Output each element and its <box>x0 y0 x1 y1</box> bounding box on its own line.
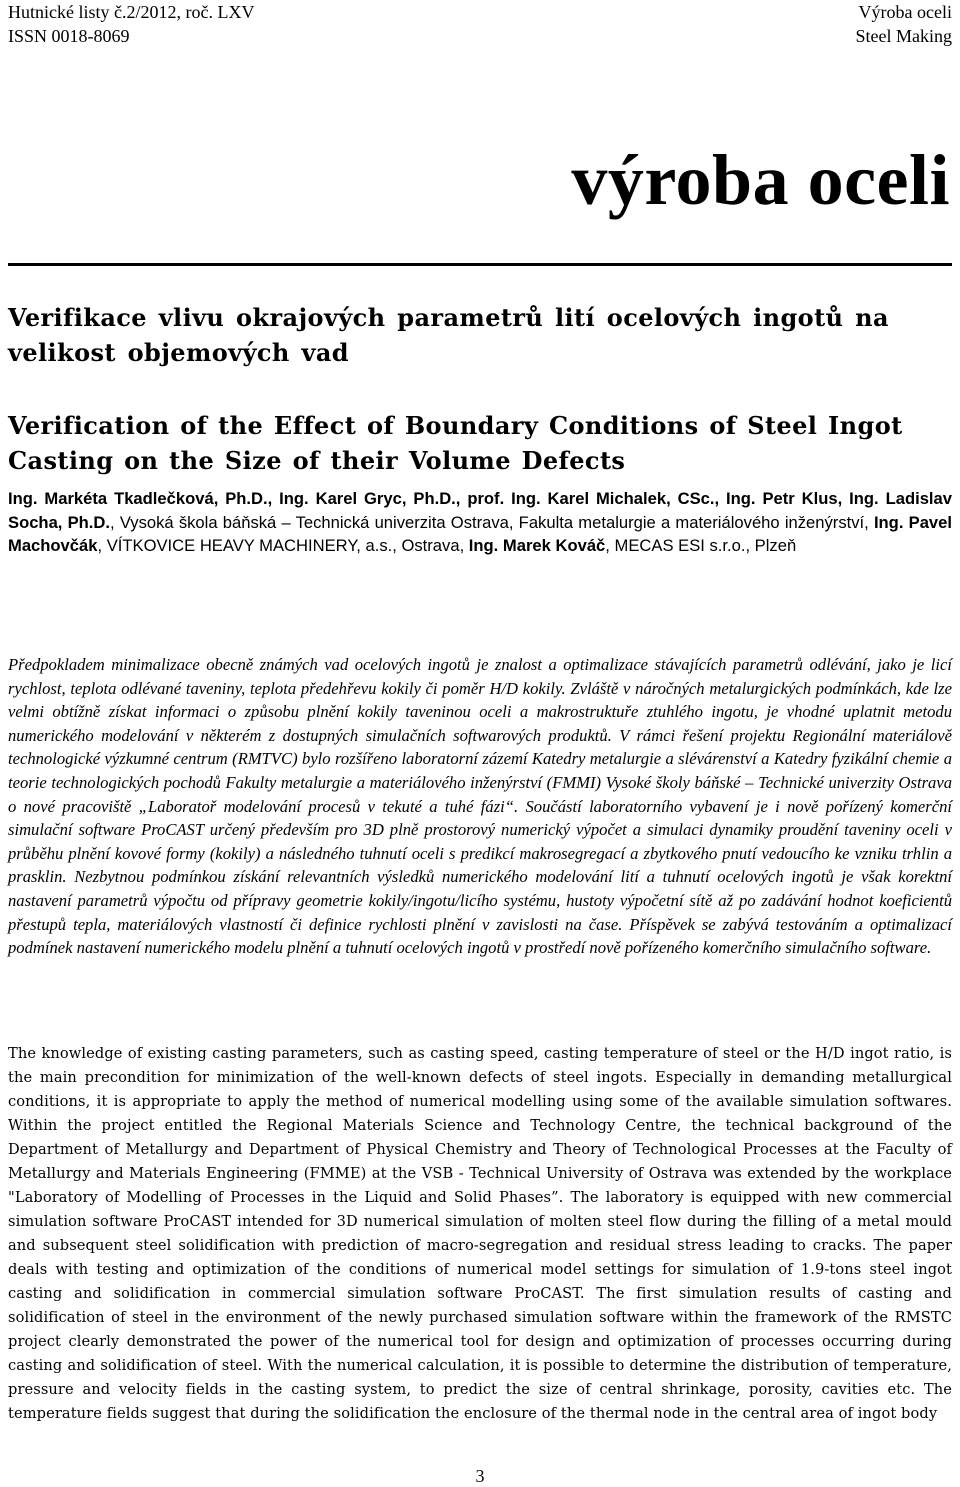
section-divider <box>8 263 952 266</box>
author-name: Ing. Marek Kováč <box>468 536 606 555</box>
section-header <box>856 0 953 48</box>
journal-name: Hutnické listy č.2/2012, roč. LXV <box>8 2 255 22</box>
issn-number: ISSN 0018-8069 <box>8 26 130 46</box>
article-title-en: Verification of the Effect of Boundary Conditions of Steel Ingot Casting on the Size of their Volume Defects <box>8 411 903 475</box>
section-name-cz: Výroba oceli <box>858 2 952 22</box>
section-name-en: Steel Making <box>855 26 952 46</box>
author-affiliation: , Vysoká škola báňská – Technická univerzita Ostrava, Fakulta metalurgie a materiálového inženýrství, <box>110 512 874 532</box>
section-title: výroba oceli <box>571 140 950 220</box>
page-number: 3 <box>475 1466 485 1486</box>
author-affiliation: , MECAS ESI s.r.o., Plzeň <box>605 536 797 555</box>
authors-block <box>8 487 952 558</box>
author-name: Ing. Pavel Machovčák <box>8 512 952 555</box>
article-title-cz: Verifikace vlivu okrajových parametrů lití ocelových ingotů na velikost objemových vad <box>8 303 889 367</box>
abstract-cz: Předpokladem minimalizace obecně známých vad ocelových ingotů je znalost a optimalizace stávajících parametrů odlévání, jako je licí rychlost, teplota odlévané taveniny, teplota předehřevu kokily či poměr H/D kokily. Zvláště v náročných metalurgických podmínkách, kde lze velmi obtížně získat informaci o způsobu plnění kokily taveninou oceli a makrostruktuře ztuhlého ingotu, je vhodné uplatnit metodu numerického modelování v některém z dostupných simulačních softwarových produktů. V rámci řešení projektu Regionální materiálově technologické výzkumné centrum (RMTVC) bylo rozšířeno laboratorní zázemí Katedry metalurgie a slévárenství a Katedry fyzikální chemie a teorie technologických pochodů Fakulty metalurgie a materiálového inženýrství (FMMI) Vysoké školy báňské – Technické univerzity Ostrava o nové pracoviště „Laboratoř modelování procesů v tekuté a tuhé fázi“. Součástí laboratorního vybavení je i nově pořízený komerční simulační software ProCAST určený především pro 3D plně prostorový numerický výpočet a simulaci dynamiky proudění taveniny oceli v průběhu plnění kovové formy (kokily) a následného tuhnutí oceli s predikcí makrosegregací a zbytkového pnutí vedoucího ke vzniku trhlin a prasklin. Nezbytnou podmínkou získání relevantních výsledků numerického modelování lití a tuhnutí ocelových ingotů je však korektní nastavení parametrů výpočtu od přípravy geometrie kokily/ingotu/licího systému, hustoty výpočetní sítě až po zadávání hodnot koeficientů přestupů tepla, materiálových vlastností či definice rychlosti plnění v zavislosti na čase. Příspěvek se zabývá testováním a optimalizací podmínek nastavení numerického modelu plnění a tuhnutí ocelových ingotů v prostředí nově pořízeného komerčního simulačního software. <box>8 655 952 958</box>
author-names: Ing. Markéta Tkadlečková, Ph.D., Ing. Karel Gryc, Ph.D., prof. Ing. Karel Michalek, CSc., Ing. Petr Klus, Ing. Ladislav Socha, Ph.D. <box>8 489 952 532</box>
journal-header <box>8 0 254 48</box>
abstract-en: The knowledge of existing casting parameters, such as casting speed, casting temperature of steel or the H/D ingot ratio, is the main precondition for minimization of the well-known defects of steel ingots. Especially in demanding metallurgical conditions, it is appropriate to apply the method of numerical modelling using some of the available simulation softwares. Within the project entitled the Regional Materials Science and Technology Centre, the technical background of the Department of Metallurgy and Department of Physical Chemistry and Theory of Technological Processes at the Faculty of Metallurgy and Materials Engineering (FMME) at the VSB - Technical University of Ostrava was extended by the workplace "Laboratory of Modelling of Processes in the Liquid and Solid Phases”. The laboratory is equipped with new commercial simulation software ProCAST intended for 3D numerical simulation of molten steel flow during the filling of a metal mould and subsequent steel solidification with prediction of macro-segregation and residual stress leading to cracks. The paper deals with testing and optimization of the conditions of numerical model settings for simulation of 1.9-tons steel ingot casting and solidification in commercial simulation software ProCAST. The first simulation results of casting and solidification of steel in the environment of the newly purchased simulation software within the framework of the RMSTC project clearly demonstrated the power of the numerical tool for design and optimization of processes occurring during casting and solidification of steel. With the numerical calculation, it is possible to determine the distribution of temperature, pressure and velocity fields in the casting system, to predict the size of central shrinkage, porosity, cavities etc. The temperature fields suggest that during the solidification the enclosure of the thermal node in the central area of ingot body <box>8 1045 952 1422</box>
author-affiliation: , VÍTKOVICE HEAVY MACHINERY, a.s., Ostrava, <box>97 536 469 555</box>
